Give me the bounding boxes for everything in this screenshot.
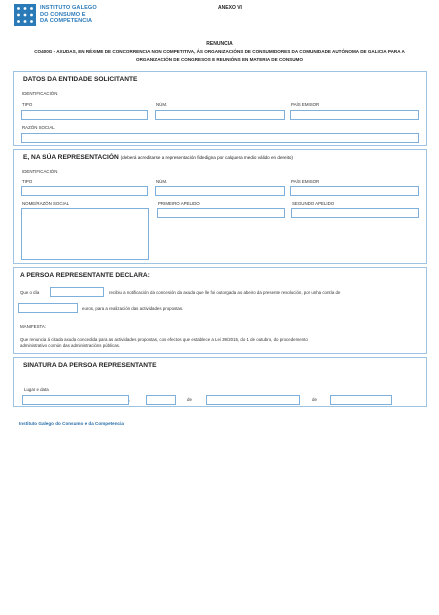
- declaration-text-3a: Que renuncia á citada axuda concedida para as actividades propostas, cos efectos que establece a Lei 39/2015, do 1 de outubro, do procedemento: [20, 337, 308, 342]
- razon-field[interactable]: [21, 133, 419, 143]
- signature-year-field[interactable]: [330, 395, 392, 405]
- rep-apelido2-label: SEGUNDO APELIDO: [292, 201, 335, 206]
- de-label-2: de: [312, 397, 317, 402]
- section-declaration: [13, 267, 427, 354]
- tipo-label: TIPO: [22, 102, 33, 107]
- rep-tipo-label: TIPO: [22, 179, 33, 184]
- representative-note: (deberá acreditarse a representación fidedigna por calquera medio válido en dereito): [120, 155, 293, 160]
- logo-line-1: INSTITUTO GALEGO: [40, 5, 97, 11]
- section-declaration-title: A PERSOA REPRESENTANTE DECLARA:: [20, 272, 150, 279]
- rep-nombre-label: NOME/RAZÓN SOCIAL: [22, 201, 70, 206]
- rep-apelido1-label: PRIMEIRO APELIDO: [158, 201, 200, 206]
- signature-day-field[interactable]: [146, 395, 176, 405]
- galicia-emblem-icon: [14, 4, 36, 26]
- rep-tipo-field[interactable]: [21, 186, 148, 196]
- pais-field[interactable]: [290, 110, 419, 120]
- section-representative-title: [23, 154, 293, 161]
- section-signature-title: SINATURA DA PERSOA REPRESENTANTE: [23, 362, 157, 369]
- lugar-data-label: Lugar e data: [24, 387, 49, 392]
- section-applicant-title: DATOS DA ENTIDADE SOLICITANTE: [23, 76, 138, 83]
- rep-pais-field[interactable]: [290, 186, 419, 196]
- document-subtitle: [10, 48, 429, 63]
- date-received-field[interactable]: [50, 287, 104, 297]
- razon-label: RAZÓN SOCIAL: [22, 125, 55, 130]
- rep-apelido2-field[interactable]: [291, 208, 419, 218]
- comma-separator: ,: [129, 397, 131, 402]
- manifesta-label: MANIFESTA:: [20, 324, 47, 329]
- representative-title-text: E, NA SÚA REPRESENTACIÓN: [23, 154, 119, 161]
- section-representative: [13, 149, 427, 264]
- rep-nombre-field[interactable]: [21, 208, 149, 260]
- rep-num-field[interactable]: [155, 186, 285, 196]
- rep-num-label: NÚM.: [156, 179, 168, 184]
- declaration-text-2: euros, para a realización das actividades propostas.: [82, 306, 184, 311]
- subtitle-line-1: CO400G - AXUDAS, EN RÉXIME DE CONCORRENCIA NON COMPETITIVA, ÁS ORGANIZACIÓNS DE CONSUMIDORES DA COMUNIDADE AUTÓNOMA DE GALICIA PARA A: [34, 49, 405, 54]
- rep-pais-label: PAÍS EMISOR: [291, 179, 320, 184]
- rep-apelido1-field[interactable]: [157, 208, 285, 218]
- declaration-text-1: recibiu a notificación da concesión da axuda que lle foi outorgada ao abeiro da presente resolución, por unha contía de: [109, 290, 341, 295]
- section-signature: [13, 357, 427, 407]
- signature-place-field[interactable]: [22, 395, 129, 405]
- identification-label: IDENTIFICACIÓN: [22, 91, 58, 96]
- subtitle-line-2: ORGANIZACIÓN DE CONGRESOS E REUNIÓNS EN MATERIA DE CONSUMO: [136, 56, 303, 62]
- tipo-field[interactable]: [21, 110, 148, 120]
- num-label: NÚM.: [156, 102, 168, 107]
- document-title: RENUNCIA: [206, 41, 233, 47]
- amount-field[interactable]: [18, 303, 78, 313]
- logo-text: [40, 5, 120, 25]
- footer-institution: Instituto Galego do Consumo e da Competencia: [19, 421, 124, 426]
- signature-month-field[interactable]: [206, 395, 300, 405]
- rep-identification-label: IDENTIFICACIÓN: [22, 169, 58, 174]
- num-field[interactable]: [155, 110, 285, 120]
- que-o-dia-label: Que o día: [20, 290, 40, 295]
- logo-line-3: DA COMPETENCIA: [40, 18, 93, 25]
- de-label-1: de: [187, 397, 192, 402]
- logo-line-2: DO CONSUMO E: [40, 11, 86, 18]
- pais-label: PAÍS EMISOR: [291, 102, 320, 107]
- igc-logo: [14, 4, 114, 28]
- declaration-text-3b: administrativo común das administracións públicas.: [20, 343, 121, 348]
- annex-label: ANEXO VI: [218, 5, 242, 11]
- section-applicant: [13, 71, 427, 146]
